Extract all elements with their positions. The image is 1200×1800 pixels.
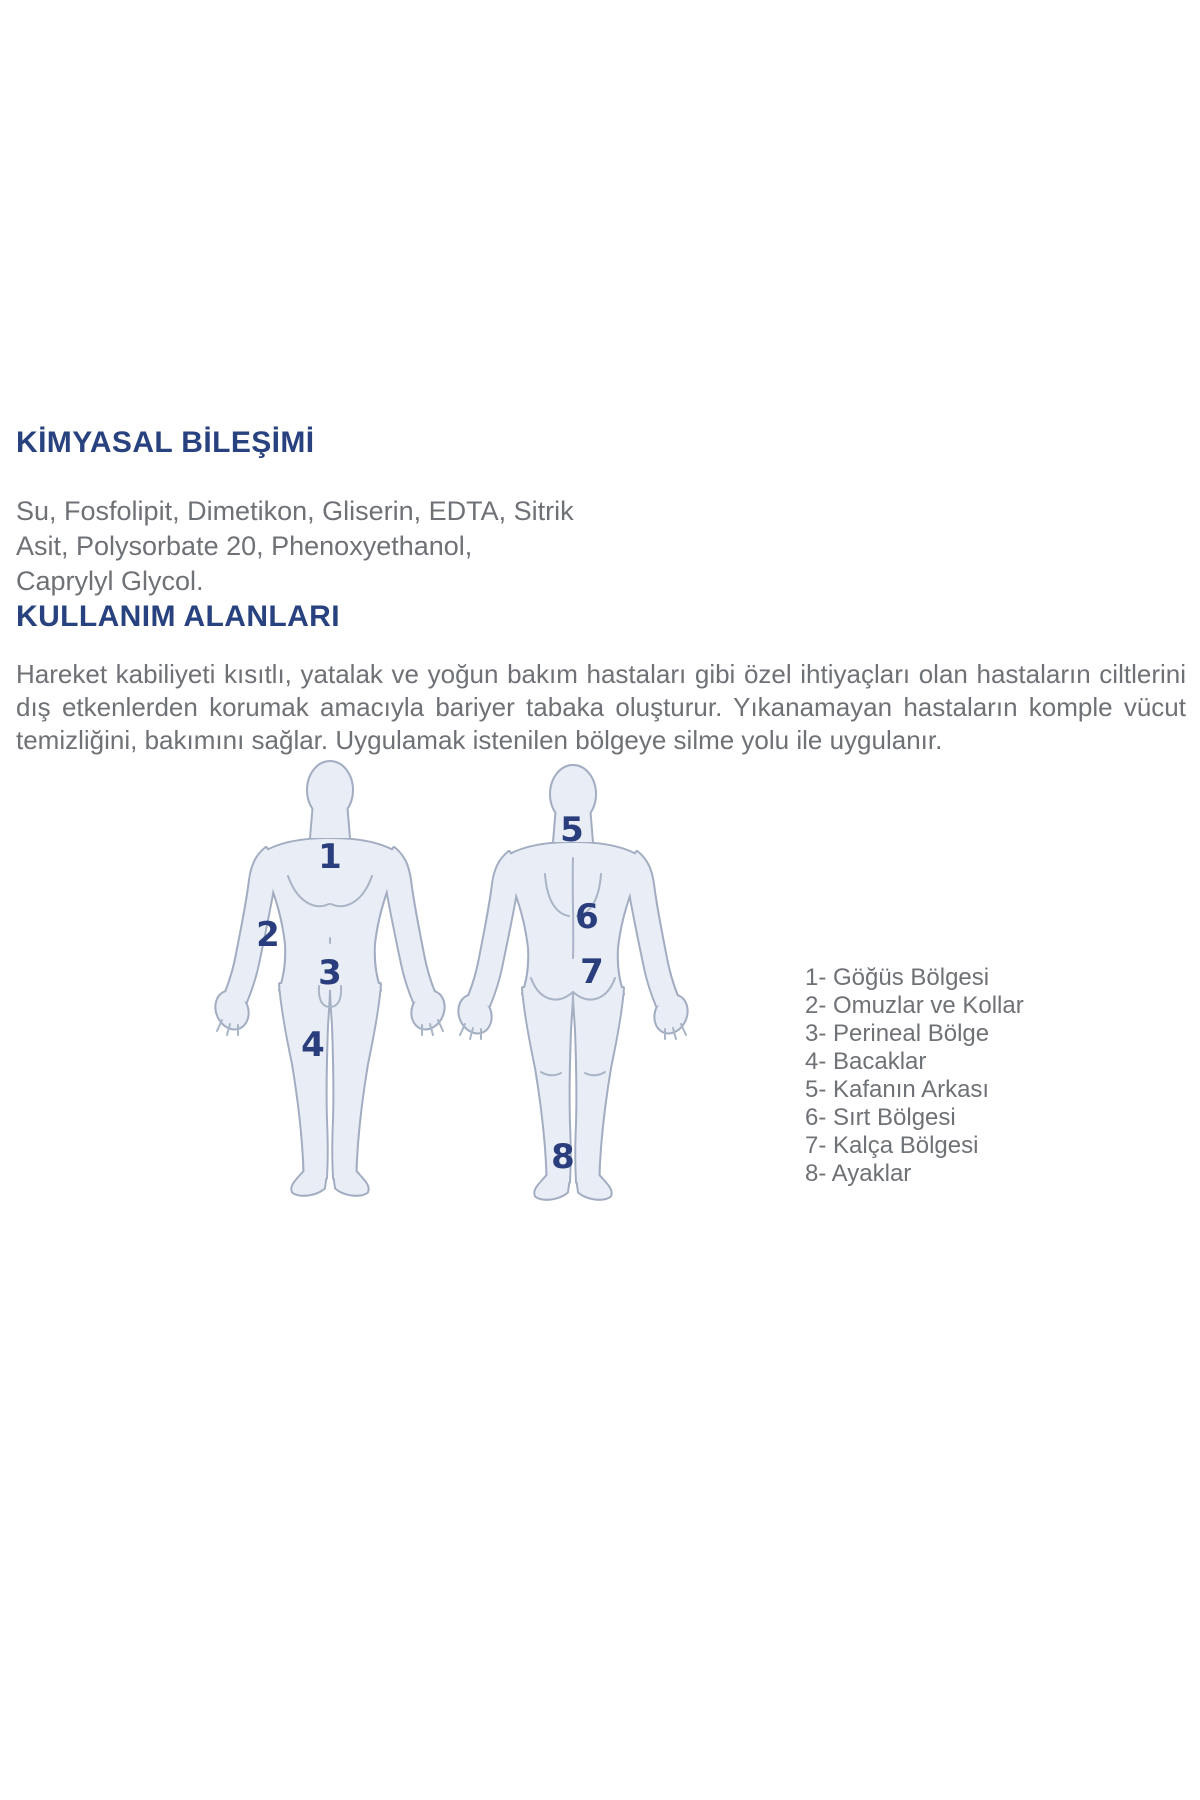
legend-item: 4- Bacaklar [805,1048,927,1075]
region-number-perineal: 3 [318,953,342,993]
text-line: Caprylyl Glycol. [16,566,204,596]
text-line: Hareket kabiliyeti kısıtlı, yatalak ve yoğun bakım hastaları gibi özel ihtiyaçları olan hastaların ciltlerini [16,659,1186,689]
region-number-back-of-head: 5 [560,810,584,850]
text-line: Su, Fosfolipit, Dimetikon, Gliserin, EDTA, Sitrik [16,496,574,526]
region-number-back: 6 [575,897,599,937]
legend-item: 8- Ayaklar [805,1160,912,1187]
text-line: Asit, Polysorbate 20, Phenoxyethanol, [16,531,473,561]
legend-item: 2- Omuzlar ve Kollar [805,992,1024,1019]
region-legend [805,964,1024,1188]
legend-item: 3- Perineal Bölge [805,1020,990,1047]
section-title-chemical-composition: KİMYASAL BİLEŞİMİ [16,426,315,459]
region-number-chest: 1 [318,837,342,877]
legend-item: 7- Kalça Bölgesi [805,1132,979,1159]
section-title-usage-areas: KULLANIM ALANLARI [16,600,340,633]
region-number-shoulders-arms: 2 [256,915,280,955]
region-number-hip: 7 [580,952,604,992]
text-line: dış etkenlerden korumak amacıyla bariyer tabaka oluşturur. Yıkanamayan hastaların komple vücut [16,692,1186,722]
text-line: temizliğini, bakımını sağlar. Uygulamak istenilen bölgeye silme yolu ile uygulanır. [16,725,943,755]
body-back-view [453,762,693,1202]
ingredients-text [16,494,574,599]
legend-item: 5- Kafanın Arkası [805,1076,990,1103]
body-application-diagram [0,740,1200,1220]
body-front-view [210,758,450,1198]
region-number-legs: 4 [301,1025,325,1065]
region-number-feet: 8 [551,1137,575,1177]
legend-item: 6- Sırt Bölgesi [805,1104,956,1131]
legend-item: 1- Göğüs Bölgesi [805,964,990,991]
